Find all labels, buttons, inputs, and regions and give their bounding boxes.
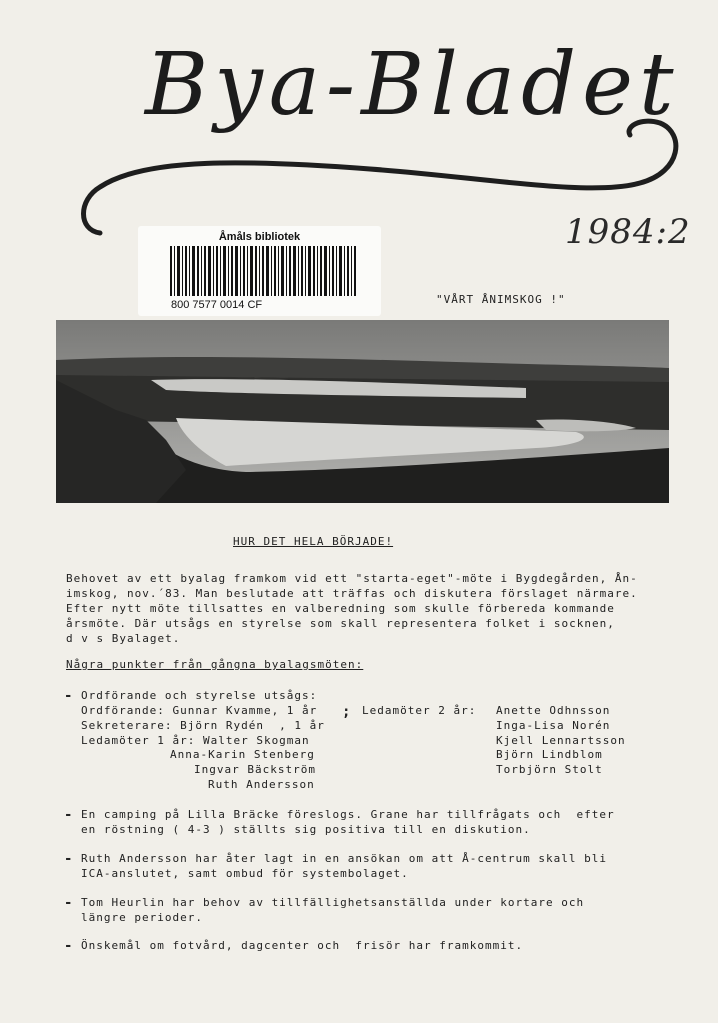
point-item-line: ICA-anslutet, samt ombud för systembolaget.	[81, 867, 409, 880]
board-right-label: Ledamöter 2 år:	[362, 704, 477, 717]
bullet-dash: -	[64, 807, 73, 823]
board-member: Ingvar Bäckström	[194, 763, 316, 776]
board-member: Ruth Andersson	[208, 778, 315, 791]
intro-line: Behovet av ett byalag framkom vid ett "starta-eget"-möte i Bygdegården, Ån-	[66, 572, 638, 585]
board-member: Anette Odhnsson	[496, 704, 611, 717]
library-barcode-label	[138, 226, 381, 316]
library-name: Åmåls bibliotek	[218, 231, 301, 243]
point-item-line: Tom Heurlin har behov av tillfällighetsanställda under kortare och	[81, 896, 585, 909]
tagline: "VÅRT ÅNIMSKOG !"	[436, 293, 566, 306]
bullet-dash: -	[64, 851, 73, 867]
point-item-line: längre perioder.	[81, 911, 203, 924]
board-line: Ordförande: Gunnar Kvamme, 1 år	[81, 704, 318, 717]
board-member: Björn Lindblom	[496, 748, 603, 761]
board-member: Anna-Karin Stenberg	[170, 748, 315, 761]
bullet-dash: -	[64, 895, 73, 911]
bullet-dash: -	[64, 688, 73, 704]
board-intro: Ordförande och styrelse utsågs:	[81, 689, 318, 702]
board-member: Kjell Lennartsson	[496, 734, 626, 747]
intro-line: årsmöte. Där utsågs en styrelse som skall representera folket i socknen,	[66, 617, 615, 630]
board-member: Inga-Lisa Norén	[496, 719, 611, 732]
point-item-line: En camping på Lilla Bräcke föreslogs. Grane har tillfrågats och efter	[81, 808, 615, 821]
bullet-marker: ;	[342, 704, 351, 720]
board-member: Torbjörn Stolt	[496, 763, 603, 776]
point-item-line: Önskemål om fotvård, dagcenter och frisör har framkommit.	[81, 939, 524, 952]
masthead-title: Bya-Bladet	[145, 35, 680, 135]
bullet-dash: -	[64, 938, 73, 954]
point-item-line: Ruth Andersson har åter lagt in en ansökan om att Å-centrum skall bli	[81, 852, 607, 865]
intro-line: Efter nytt möte tillsattes en valberedning som skulle förbereda kommande	[66, 602, 615, 615]
barcode-number: 800 7577 0014 CF	[171, 299, 263, 311]
intro-line: d v s Byalaget.	[66, 632, 181, 645]
points-heading: Några punkter från gångna byalagsmöten:	[66, 658, 364, 671]
board-line: Ledamöter 1 år: Walter Skogman	[81, 734, 310, 747]
issue-number: 1984:2	[565, 212, 691, 252]
point-item-line: en röstning ( 4-3 ) ställts sig positiva till en diskution.	[81, 823, 531, 836]
intro-line: imskog, nov.´83. Man beslutade att träffas och diskutera förslaget närmare.	[66, 587, 638, 600]
lake-landscape-photo	[56, 320, 669, 503]
article-heading: HUR DET HELA BÖRJADE!	[233, 535, 394, 548]
barcode-icon	[170, 246, 356, 296]
board-line: Sekreterare: Björn Rydén , 1 år	[81, 719, 325, 732]
